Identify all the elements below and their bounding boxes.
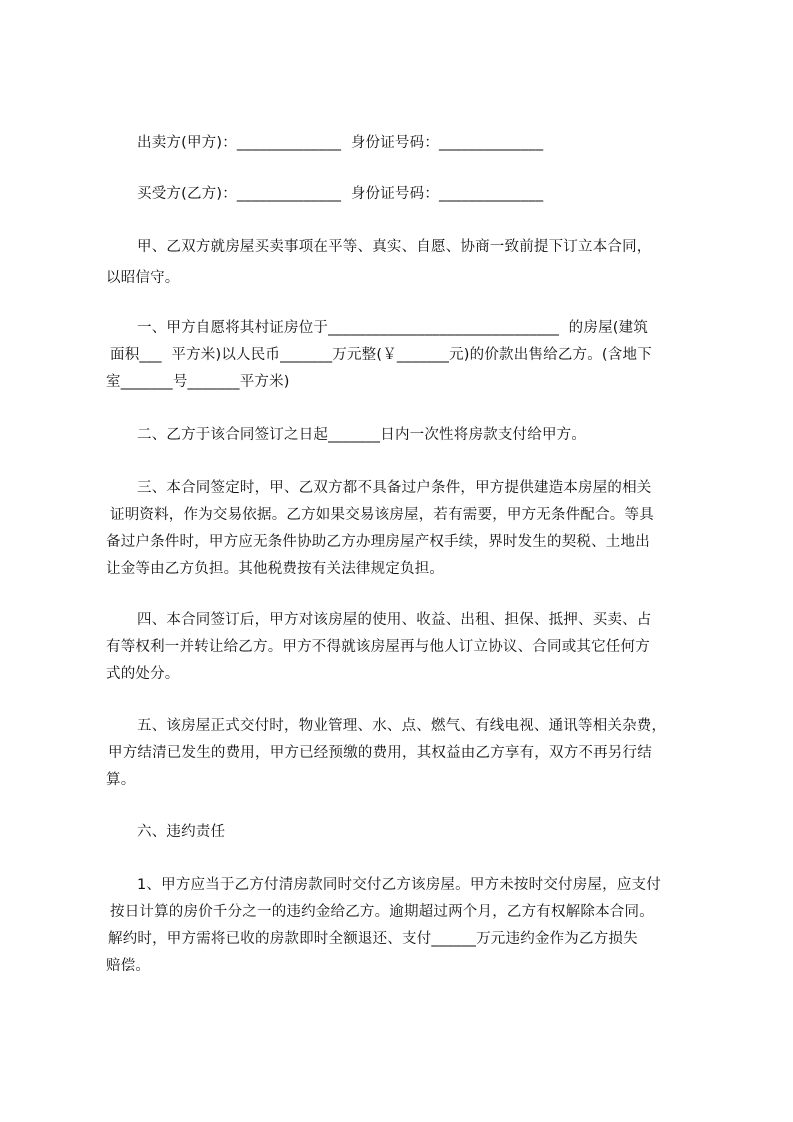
clause6-item1-line-4: 赔偿。 [106,958,151,974]
clause1-line-3: 室_______号_______平方米) [106,374,290,390]
clause4-line-1: 四、本合同签订后，甲方对该房屋的使用、收益、出租、担保、抵押、买卖、占 [137,612,652,628]
clause6-item1-line-2: 按日计算的房价千分之一的违约金给乙方。逾期超过两个月，乙方有权解除本合同。 [110,904,654,920]
clause3-line-2: 证明资料，作为交易依据。乙方如果交易该房屋，若有需要，甲方无条件配合。等具 [110,507,654,523]
preamble-line-2: 以昭信守。 [106,270,180,286]
clause3-line-1: 三、本合同签定时，甲、乙双方都不具备过户条件，甲方提供建造本房屋的相关 [137,480,652,496]
clause1-line-1: 一、甲方自愿将其村证房位于_______________________________ 的房屋(建筑 [137,320,649,336]
clause5-line-2: 甲方结清已发生的费用，甲方已经预缴的费用，其权益由乙方享有，双方不再另行结 [108,745,652,761]
clause6-item1-line-3: 解约时，甲方需将已收的房款即时全额退还、支付______万元违约金作为乙方损失 [108,931,638,947]
clause2-line-1: 二、乙方于该合同签订之日起_______日内一次性将房款支付给甲方。 [137,427,587,443]
clause6-heading: 六、违约责任 [137,824,226,840]
clause1-line-2: 面积___ 平方米)以人民币_______万元整(￥_______元)的价款出售给乙方。(含地下 [110,347,652,363]
clause5-line-1: 五、该房屋正式交付时，物业管理、水、点、燃气、有线电视、通讯等相关杂费， [137,718,667,734]
seller-line: 出卖方(甲方)：______________ 身份证号码：______________ [137,135,544,151]
clause3-line-4: 让金等由乙方负担。其他税费按有关法律规定负担。 [106,561,445,577]
clause4-line-2: 有等权利一并转让给乙方。甲方不得就该房屋再与他人订立协议、合同或其它任何方 [106,639,650,655]
clause6-item1-line-1: 1、甲方应当于乙方付清房款同时交付乙方该房屋。甲方未按时交付房屋，应支付 [137,877,661,893]
clause4-line-3: 式的处分。 [106,666,180,682]
buyer-line: 买受方(乙方)：______________ 身份证号码：______________ [137,186,544,202]
preamble-line-1: 甲、乙双方就房屋买卖事项在平等、真实、自愿、协商一致前提下订立本合同， [137,239,652,255]
clause5-line-3: 算。 [106,772,136,788]
clause3-line-3: 备过户条件时，甲方应无条件协助乙方办理房屋产权手续，界时发生的契税、土地出 [106,534,650,550]
